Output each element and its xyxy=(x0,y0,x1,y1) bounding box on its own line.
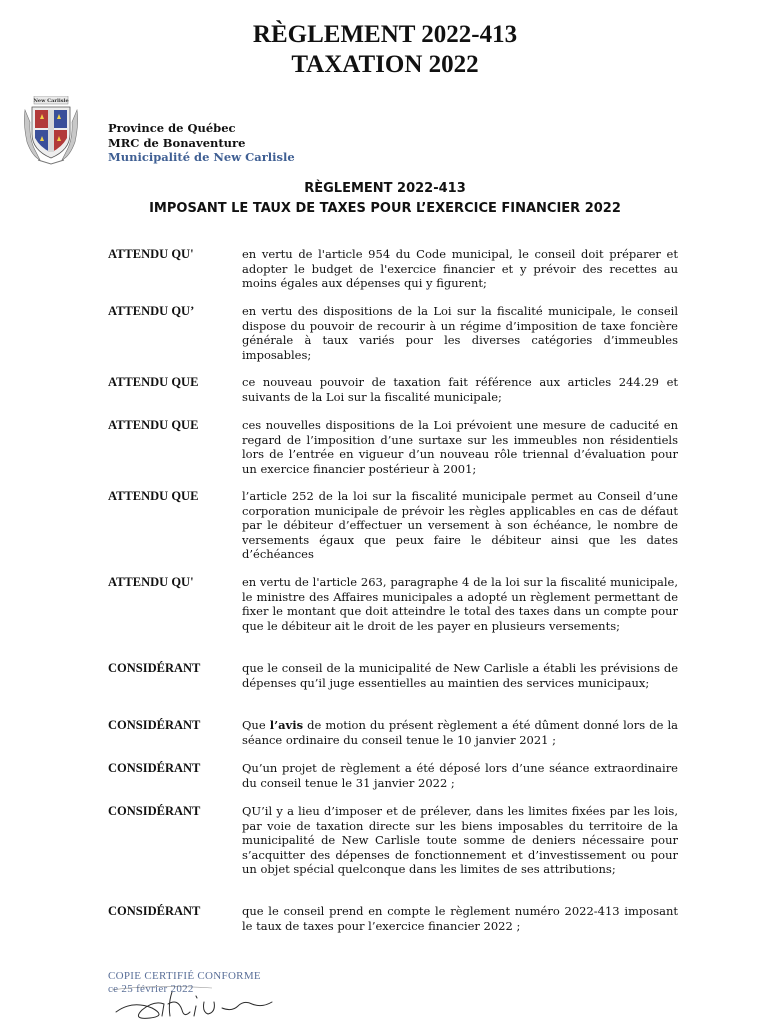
clause-label: CONSIDÉRANT xyxy=(108,718,201,732)
clause-label: ATTENDU QU' xyxy=(108,575,194,589)
clause-label: ATTENDU QUE xyxy=(108,418,199,432)
municipality-header xyxy=(108,121,295,165)
clause-text: en vertu de l'article 263, paragraphe 4 de la loi sur la fiscalité municipale, le ministre des Affaires municipales a adopté un règlement permettant de fixer le montant que doit atteindre le total des taxes dans un compte pour que le débiteur ait le droit de les payer en plusieurs versements; xyxy=(242,575,678,633)
clause-text-after: de motion du présent règlement a été dûment donné lors de la séance ordinaire du conseil tenue le 10 janvier 2021 ; xyxy=(242,718,679,747)
clause-text xyxy=(242,718,678,747)
clause-text: ces nouvelles dispositions de la Loi prévoient une mesure de caducité en regard de l’imposition d’une surtaxe sur les immeubles non résidentiels lors de l’entrée en vigueur d’un nouveau rôle triennal d’évaluation pour un exercice financier postérieur à 2001; xyxy=(242,418,678,476)
clause-label: CONSIDÉRANT xyxy=(108,661,201,675)
clause-label: ATTENDU QU' xyxy=(108,247,194,261)
clause-text: QU’il y a lieu d’imposer et de prélever, dans les limites fixées par les lois, par voie de taxation directe sur les biens imposables du territoire de la municipalité de New Carlisle toute somme de deniers nécessaire pour s’acquitter des dépenses de fonctionnement et d’investissement ou pour un objet spécial quelconque dans les limites de ses attributions; xyxy=(242,804,678,876)
clause-label: ATTENDU QU’ xyxy=(108,304,195,318)
subtitle-line2: IMPOSANT LE TAUX DE TAXES POUR L’EXERCICE FINANCIER 2022 xyxy=(149,201,621,216)
clause-label: CONSIDÉRANT xyxy=(108,761,201,775)
document-title-line2: TAXATION 2022 xyxy=(291,51,479,78)
regulation-subtitle xyxy=(0,179,770,219)
clause-text: que le conseil prend en compte le règlement numéro 2022-413 imposant le taux de taxes pour l’exercice financier 2022 ; xyxy=(242,904,678,933)
document-title-line1: RÈGLEMENT 2022-413 xyxy=(252,21,518,48)
handwritten-signature-icon xyxy=(112,982,282,1022)
svg-text:New Carlisle: New Carlisle xyxy=(33,98,69,104)
clause-text: que le conseil de la municipalité de New Carlisle a établi les prévisions de dépenses qu’il juge essentielles au maintien des services municipaux; xyxy=(242,661,678,690)
province-name: Province de Québec xyxy=(108,121,236,135)
municipality-name: Municipalité de New Carlisle xyxy=(108,150,295,164)
clause-text: Qu’un projet de règlement a été déposé lors d’une séance extraordinaire du conseil tenue le 31 janvier 2022 ; xyxy=(242,761,678,790)
clause-label: CONSIDÉRANT xyxy=(108,804,201,818)
clause-label: ATTENDU QUE xyxy=(108,489,199,503)
clause-text: en vertu de l'article 954 du Code municipal, le conseil doit préparer et adopter le budget de l'exercice financier et y prévoir des recettes au moins égales aux dépenses qui y figurent; xyxy=(242,247,678,290)
document-title xyxy=(0,20,770,80)
clause-text-before: Que xyxy=(242,718,270,732)
municipal-crest-icon xyxy=(22,96,80,166)
clause-text: l’article 252 de la loi sur la fiscalité municipale permet au Conseil d’une corporation municipale de prévoir les règles applicables en cas de défaut par le débiteur d’effectuer un versement à son échéance, le nombre de versements égaux que peux faire le débiteur ainsi que les dates d’échéances xyxy=(242,489,678,561)
subtitle-line1: RÈGLEMENT 2022-413 xyxy=(304,181,466,196)
mrc-name: MRC de Bonaventure xyxy=(108,135,246,150)
clause-label: CONSIDÉRANT xyxy=(108,904,201,918)
clause-label: ATTENDU QUE xyxy=(108,375,199,389)
clause-text-bold: l’avis xyxy=(269,718,304,732)
clause-text: ce nouveau pouvoir de taxation fait référence aux articles 244.29 et suivants de la Loi sur la fiscalité municipale; xyxy=(242,375,678,404)
certified-copy-label: COPIE CERTIFIÉ CONFORME xyxy=(108,970,261,982)
clause-text: en vertu des dispositions de la Loi sur la fiscalité municipale, le conseil dispose du pouvoir de recourir à un régime d’imposition de taxe foncière générale à taux variés pour les diverses catégories d’immeubles imposables; xyxy=(242,304,678,362)
certified-copy-date: ce 25 février 2022 xyxy=(108,983,194,995)
